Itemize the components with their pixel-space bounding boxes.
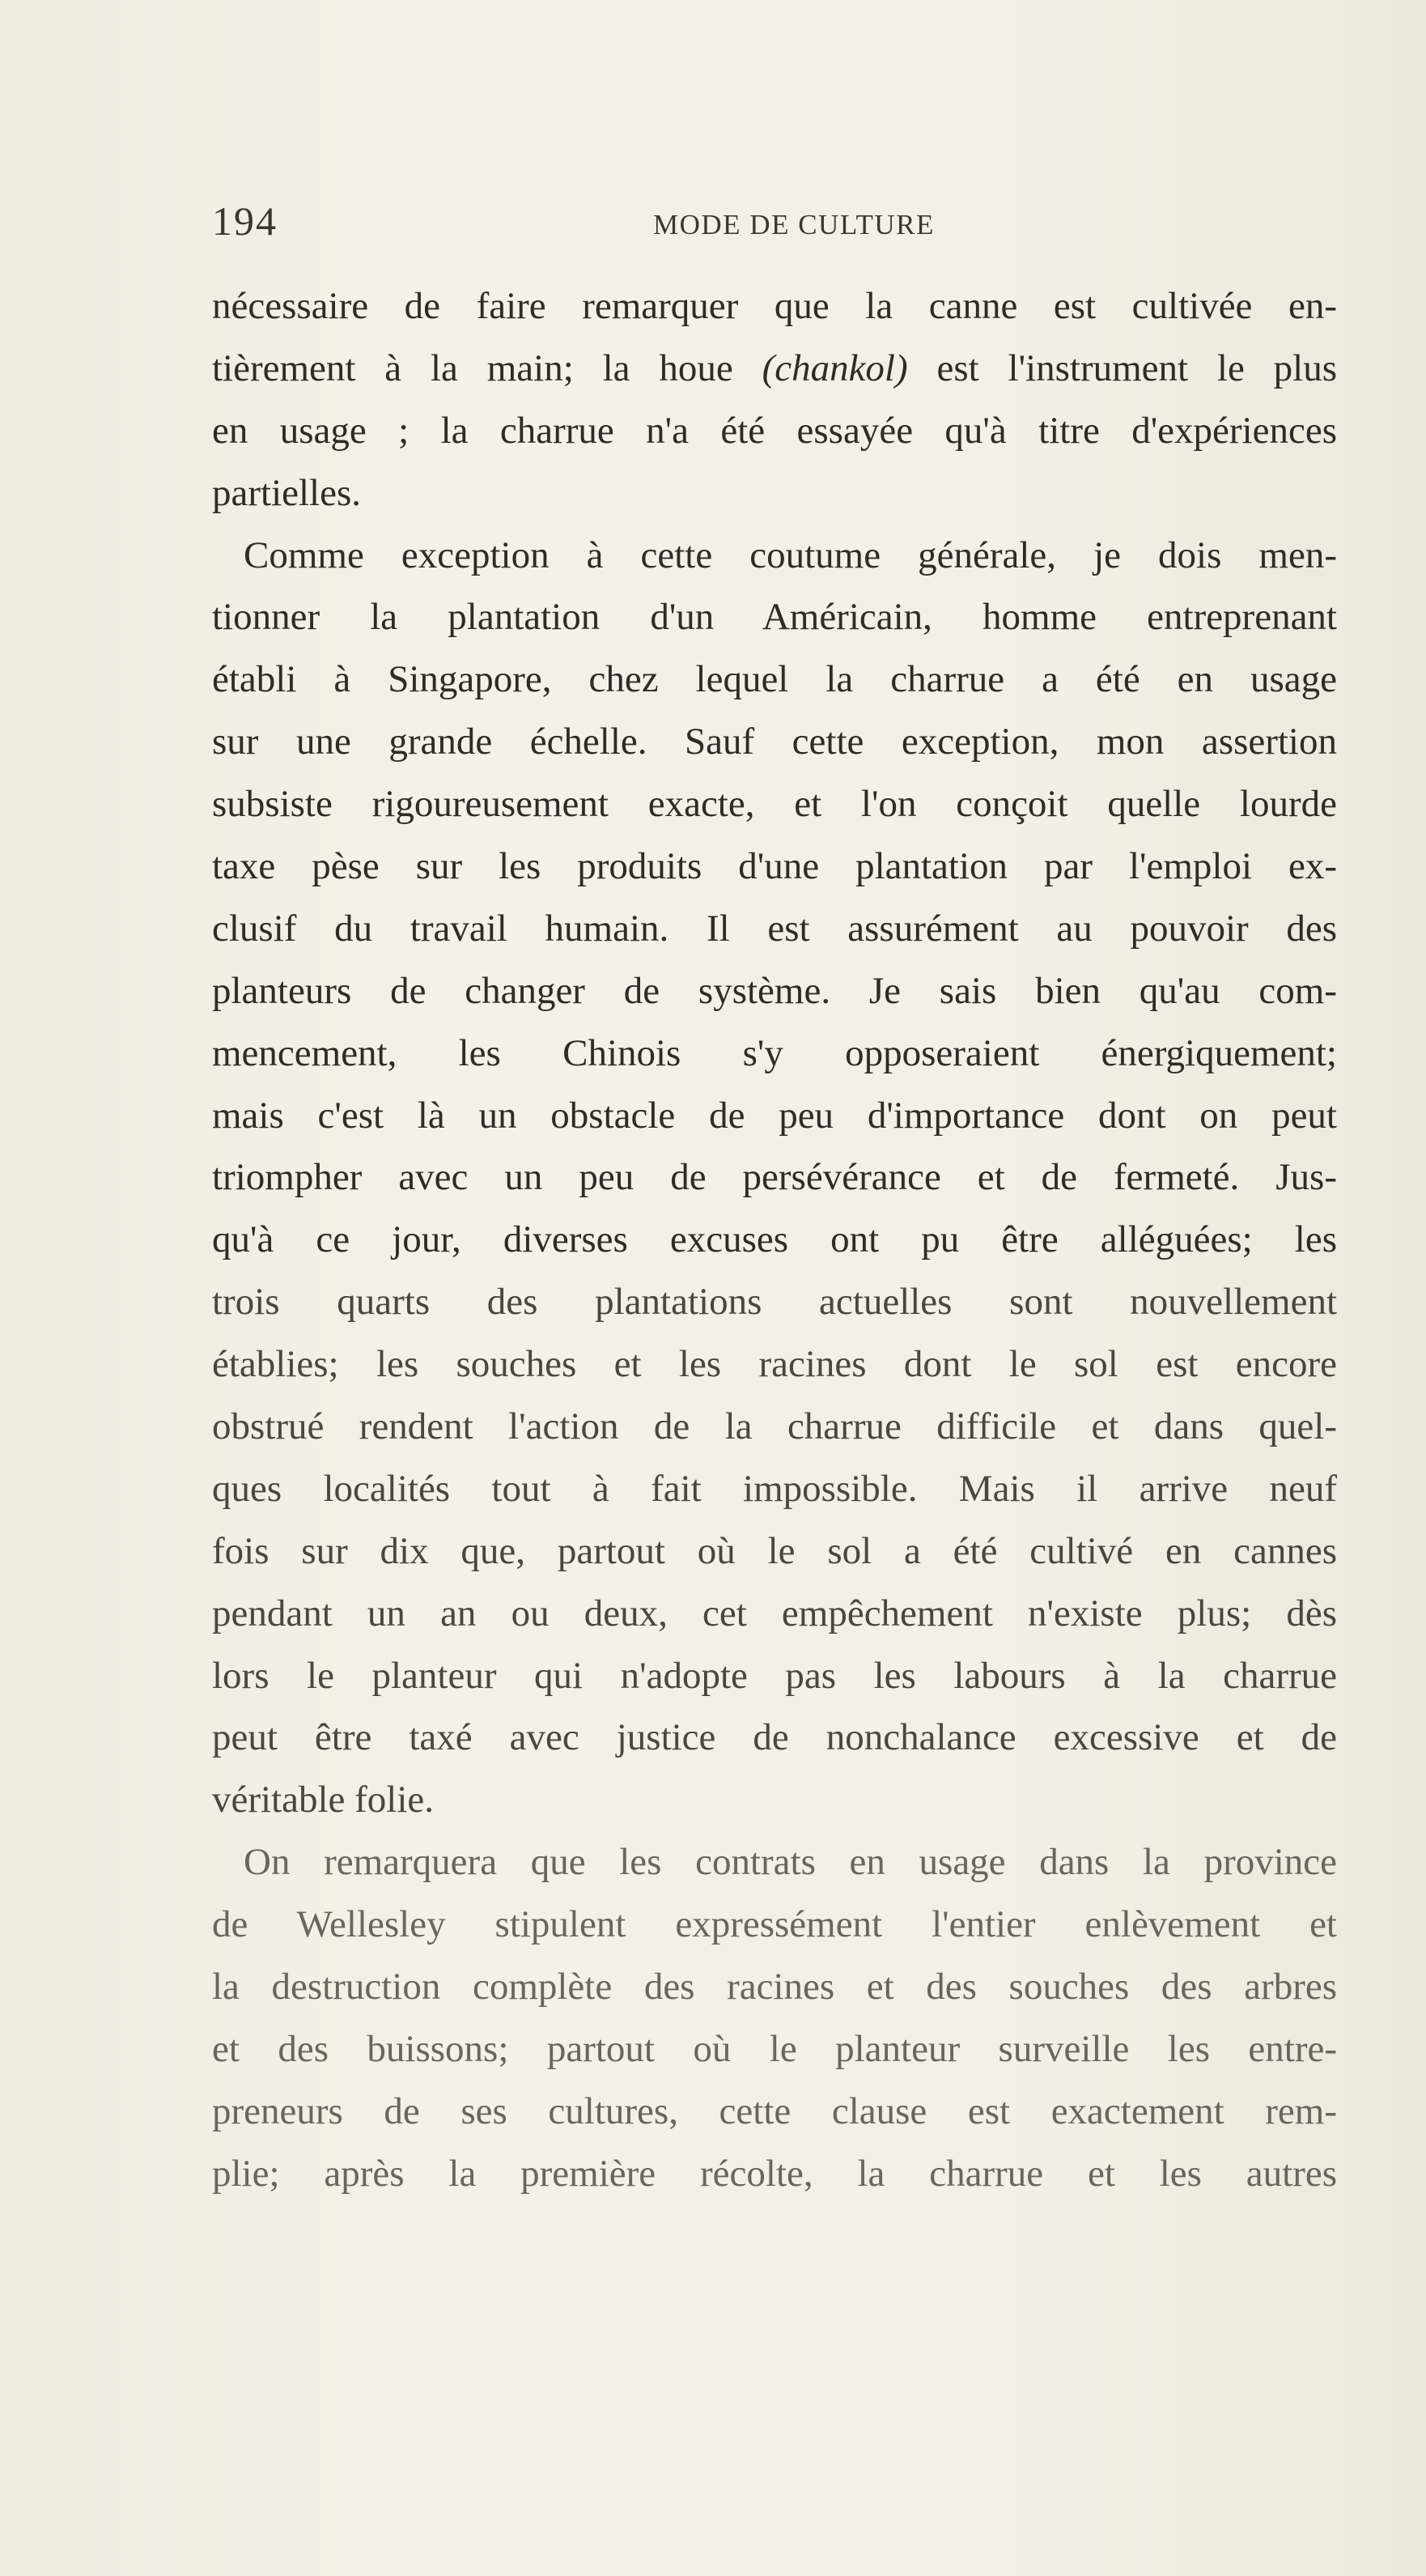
text-line — [212, 338, 1337, 400]
text-line: véritable folie. — [212, 1779, 435, 1821]
text-line: nécessaire de faire remarquer que la canne est cultivée en- — [212, 285, 1337, 327]
text-line: peut être taxé avec justice de nonchalance excessive et de — [212, 1716, 1337, 1759]
body-text — [212, 275, 1337, 2205]
text-line: mais c'est là un obstacle de peu d'importance dont on peut — [212, 1094, 1337, 1137]
text-line: ques localités tout à fait impossible. Mais il arrive neuf — [212, 1467, 1337, 1510]
text-line: obstrué rendent l'action de la charrue difficile et dans quel- — [212, 1405, 1337, 1448]
text-line: subsiste rigoureusement exacte, et l'on conçoit quelle lourde — [212, 783, 1337, 826]
text-line: et des buissons; partout où le planteur surveille les entre- — [212, 2027, 1337, 2070]
text-line: lors le planteur qui n'adopte pas les labours à la charrue — [212, 1654, 1337, 1697]
text-line: qu'à ce jour, diverses excuses ont pu être alléguées; les — [212, 1218, 1337, 1261]
text-line: partielles. — [212, 471, 362, 514]
text-line: établies; les souches et les racines dont le sol est encore — [212, 1343, 1337, 1386]
text-line: planteurs de changer de système. Je sais bien qu'au com- — [212, 969, 1337, 1012]
text-line: clusif du travail humain. Il est assurément au pouvoir des — [212, 907, 1337, 950]
text-line: établi à Singapore, chez lequel la charrue a été en usage — [212, 658, 1337, 701]
text-line: preneurs de ses cultures, cette clause est exactement rem- — [212, 2089, 1337, 2132]
page-number: 194 — [212, 198, 278, 244]
text-line: triompher avec un peu de persévérance et de fermeté. Jus- — [212, 1156, 1337, 1199]
text-segment: tièrement à la main; la houe — [212, 346, 733, 389]
text-line: tionner la plantation d'un Américain, homme entreprenant — [212, 596, 1337, 639]
page-header — [212, 198, 1345, 254]
text-line: pendant un an ou deux, cet empêchement n'existe plus; dès — [212, 1592, 1337, 1634]
running-head: MODE DE CULTURE — [653, 209, 935, 240]
text-line: fois sur dix que, partout où le sol a été cultivé en cannes — [212, 1529, 1337, 1572]
text-line: Comme exception à cette coutume générale, je dois men- — [244, 533, 1337, 576]
text-line: la destruction complète des racines et des souches des arbres — [212, 1966, 1337, 2009]
text-line: taxe pèse sur les produits d'une plantation par l'emploi ex- — [212, 845, 1337, 888]
text-line: plie; après la première récolte, la charrue et les autres — [212, 2152, 1337, 2195]
text-line: On remarquera que les contrats en usage dans la province — [244, 1841, 1337, 1884]
text-line: mencement, les Chinois s'y opposeraient énergiquement; — [212, 1031, 1337, 1074]
text-line: de Wellesley stipulent expressément l'entier enlèvement et — [212, 1903, 1337, 1946]
text-line: sur une grande échelle. Sauf cette exception, mon assertion — [212, 721, 1337, 763]
text-line: trois quarts des plantations actuelles sont nouvellement — [212, 1281, 1337, 1324]
italic-term: (chankol) — [762, 346, 908, 389]
text-line: en usage ; la charrue n'a été essayée qu'à titre d'expériences — [212, 409, 1337, 452]
text-segment: est l'instrument le plus — [936, 346, 1338, 389]
